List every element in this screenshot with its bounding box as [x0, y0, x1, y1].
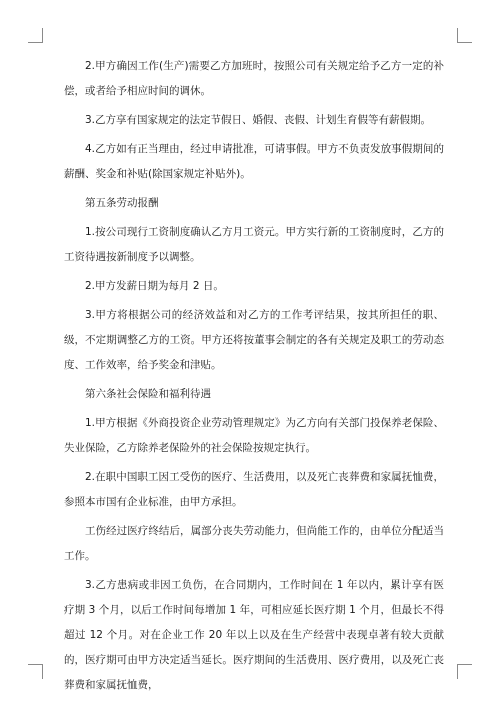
corner-mark-top-right: [457, 28, 472, 43]
paragraph-paid-holidays: 3.乙方享有国家规定的法定节假日、婚假、丧假、计划生育假等有薪假期。: [85, 114, 432, 126]
corner-mark-bottom-right: [457, 664, 472, 679]
corner-mark-bottom-left: [28, 664, 43, 679]
paragraph-post-treatment: 工伤经过医疗终结后，属部分丧失劳动能力，但尚能工作的，由单位分配适当工作。: [64, 525, 444, 562]
paragraph-pay-date: 2.甲方发薪日期为每月 2 日。: [85, 280, 224, 292]
paragraph-personal-leave: 4.乙方如有正当理由，经过申请批准，可请事假。甲方不负责发放事假期间的薪酬、奖金和补贴(除国家规定补贴外)。: [64, 143, 444, 180]
document-body: [64, 54, 444, 698]
corner-mark-top-left: [28, 28, 43, 43]
section-heading-article-5: 第五条劳动报酬: [85, 197, 159, 209]
paragraph-medical-period: 3.乙方患病或非因工负伤，在合同期内，工作时间在 1 年以内，累计享有医疗期 3 个月，以后工作时间每增加 1 年，可相应延长医疗期 1 个月，但最长不得超过 12 个月。对在企业工作 20 年以上以及在生产经营中表现卓著有较大贡献的，医疗期可由甲方决定适当延长。医疗期间的生活费用、医疗费用，以及死亡丧葬费和家属抚恤费，: [64, 579, 444, 691]
paragraph-salary-adjustment: 3.甲方将根据公司的经济效益和对乙方的工作考评结果，按其所担任的职、级，不定期调整乙方的工资。甲方还将按董事会制定的各有关规定及职工的劳动态度、工作效率，给予奖金和津贴。: [64, 309, 444, 371]
paragraph-monthly-salary: 1.按公司现行工资制度确认乙方月工资元。甲方实行新的工资制度时，乙方的工资待遇按新制度予以调整。: [64, 226, 444, 263]
paragraph-overtime-compensation: 2.甲方确因工作(生产)需要乙方加班时，按照公司有关规定给予乙方一定的补偿，或者给予相应时间的调休。: [64, 60, 444, 97]
paragraph-work-injury: 2.在职中国职工因工受伤的医疗、生活费用，以及死亡丧葬费和家属抚恤费，参照本市国有企业标准，由甲方承担。: [64, 471, 444, 508]
paragraph-social-insurance: 1.甲方根据《外商投资企业劳动管理规定》为乙方向有关部门投保养老保险、失业保险，乙方除养老保险外的社会保险按规定执行。: [64, 417, 444, 454]
section-heading-article-6: 第六条社会保险和福利待遇: [85, 388, 211, 400]
